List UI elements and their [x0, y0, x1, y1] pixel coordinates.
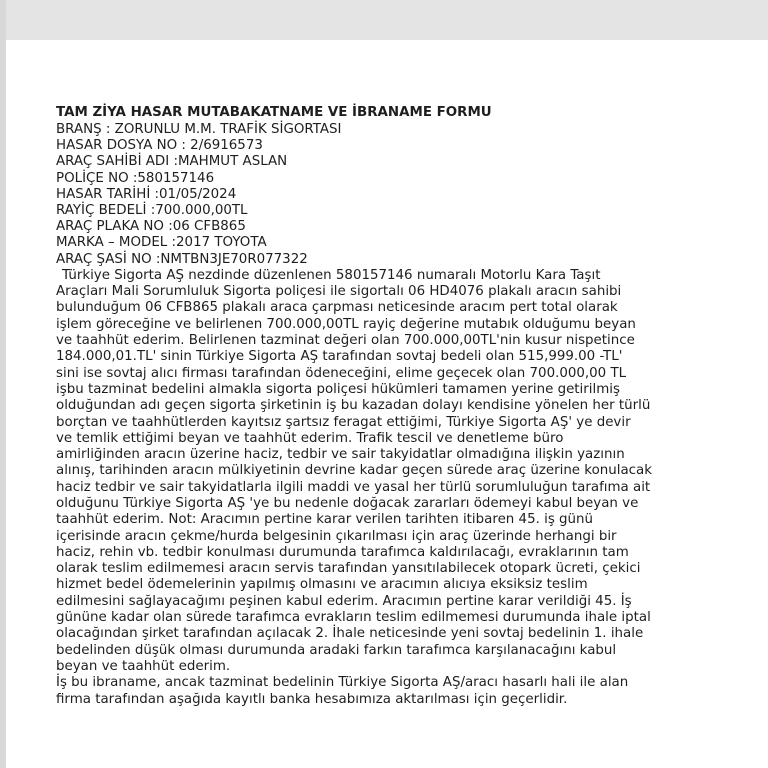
body-line: olarak teslim edilmemesi aracın servis tarafından yansıtılabilecek otopark ücreti, çekici: [56, 561, 641, 577]
field-market-value: RAYİÇ BEDELİ :700.000,00TL: [56, 203, 248, 219]
body-line: beyan ve taahhüt ederim.: [56, 658, 231, 674]
body-line: edilmesini sağlayacağımı peşinen kabul ederim. Aracımın pertine karar verildiği 45. İş: [56, 593, 632, 609]
body-line: Türkiye Sigorta AŞ nezdinde düzenlenen 580157146 numaralı Motorlu Kara Taşıt: [62, 267, 601, 283]
field-claim-file-no: HASAR DOSYA NO : 2/6916573: [56, 138, 263, 154]
body-line: olduğundan adı geçen sigorta şirketinin iş bu kazadan dolayı kendisine yönelen her türlü: [56, 398, 651, 414]
body-line: amirliğinden aracın üzerine haciz, tedbir ve sair takyidatlar olmadığına ilişkin yazının: [56, 447, 625, 463]
body-line: İş bu ibraname, ancak tazminat bedelinin Türkiye Sigorta AŞ/aracı hasarlı hali ile alan: [56, 675, 629, 691]
field-claim-date: HASAR TARİHİ :01/05/2024: [56, 186, 237, 202]
body-line: ve temlik ettiğimi beyan ve taahhüt ederim. Trafik tescil ve denetleme büro: [56, 430, 564, 446]
body-line: bulunduğum 06 CFB865 plakalı araca çarpması neticesinde aracım pert total olarak: [56, 300, 618, 316]
body-line: alınış, tarihinden aracın mülkiyetinin devrine kadar geçen sürede araç üzerine konulacak: [56, 463, 652, 479]
body-line: olacağından şirket tarafından açılacak 2. İhale neticesinde yeni sovtaj bedelinin 1. ihale: [56, 626, 644, 642]
field-branch: BRANŞ : ZORUNLU M.M. TRAFİK SİGORTASI: [56, 122, 342, 137]
field-plate-no: ARAÇ PLAKA NO :06 CFB865: [56, 219, 246, 235]
body-line: Araçları Mali Sorumluluk Sigorta poliçesi ile sigortalı 06 HD4076 plakalı aracın sahibi: [56, 284, 622, 300]
body-line: gününe kadar olan sürede tarafımca evrakların teslim edilmemesi durumunda ihale iptal: [56, 610, 651, 626]
document-title: TAM ZİYA HASAR MUTABAKATNAME VE İBRANAME FORMU: [56, 105, 492, 120]
body-line: ve taahhüt ederim. Belirlenen tazminat değeri olan 700.000,00TL'nin kusur nispetince: [56, 333, 635, 349]
claim-info-fields: [56, 122, 746, 268]
body-line: işbu tazminat bedelini almakla sigorta poliçesi hükümleri tamamen yerine getirilmiş: [56, 381, 620, 397]
field-chassis-no: ARAÇ ŞASİ NO :NMTBN3JE70R077322: [56, 251, 308, 267]
body-line: bedelinden düşük olması durumunda aradaki farkın tarafımca karşılanacağını kabul: [56, 642, 617, 658]
document-content: [56, 103, 746, 708]
body-line: işlem göreceğine ve belirlenen 700.000,00TL rayiç değerine mutabık olduğumu beyan: [56, 316, 636, 332]
body-line: hizmet bedel ödemelerinin yapılmış olmasını ve aracımın alıcıya eksiksiz teslim: [56, 577, 588, 593]
field-policy-no: POLİÇE NO :580157146: [56, 170, 215, 186]
agreement-body: [56, 268, 746, 708]
body-line: olduğunu Türkiye Sigorta AŞ 'ye bu nedenle doğacak zararları ödemeyi kabul beyan ve: [56, 495, 639, 511]
scan-background-top: [0, 0, 768, 40]
body-line: haciz tedbir ve sair takyidatlarla ilgili maddi ve yasal her türlü sorumluluğun tarafıma ait: [56, 479, 651, 495]
body-line: haciz, rehin vb. tedbir konulması durumunda tarafımca kaldırılacağı, evraklarının tam: [56, 544, 629, 560]
body-line: taahhüt ederim. Not: Aracımın pertine karar verilen tarihten itibaren 45. iş günü: [56, 512, 594, 528]
body-line: firma tarafından aşağıda kayıtlı banka hesabımıza aktarılması için geçerlidir.: [56, 691, 568, 707]
body-line: içerisinde aracın çekme/hurda belgesinin çıkarılması için araç üzerinde herhangi bir: [56, 528, 617, 544]
body-line: 184.000,01.TL' sinin Türkiye Sigorta AŞ tarafından sovtaj bedeli olan 515,999.00 -TL': [56, 349, 623, 365]
body-line: sini ise sovtaj alıcı firması tarafından ödeneceğini, elime geçecek olan 700.000,00 TL: [56, 365, 627, 381]
field-vehicle-owner: ARAÇ SAHİBİ ADI :MAHMUT ASLAN: [56, 154, 288, 170]
field-make-model: MARKA – MODEL :2017 TOYOTA: [56, 235, 267, 251]
body-line: borçtan ve taahhütlerden kayıtsız şartsız feragat ettiğimi, Türkiye Sigorta AŞ' ye devir: [56, 414, 631, 430]
